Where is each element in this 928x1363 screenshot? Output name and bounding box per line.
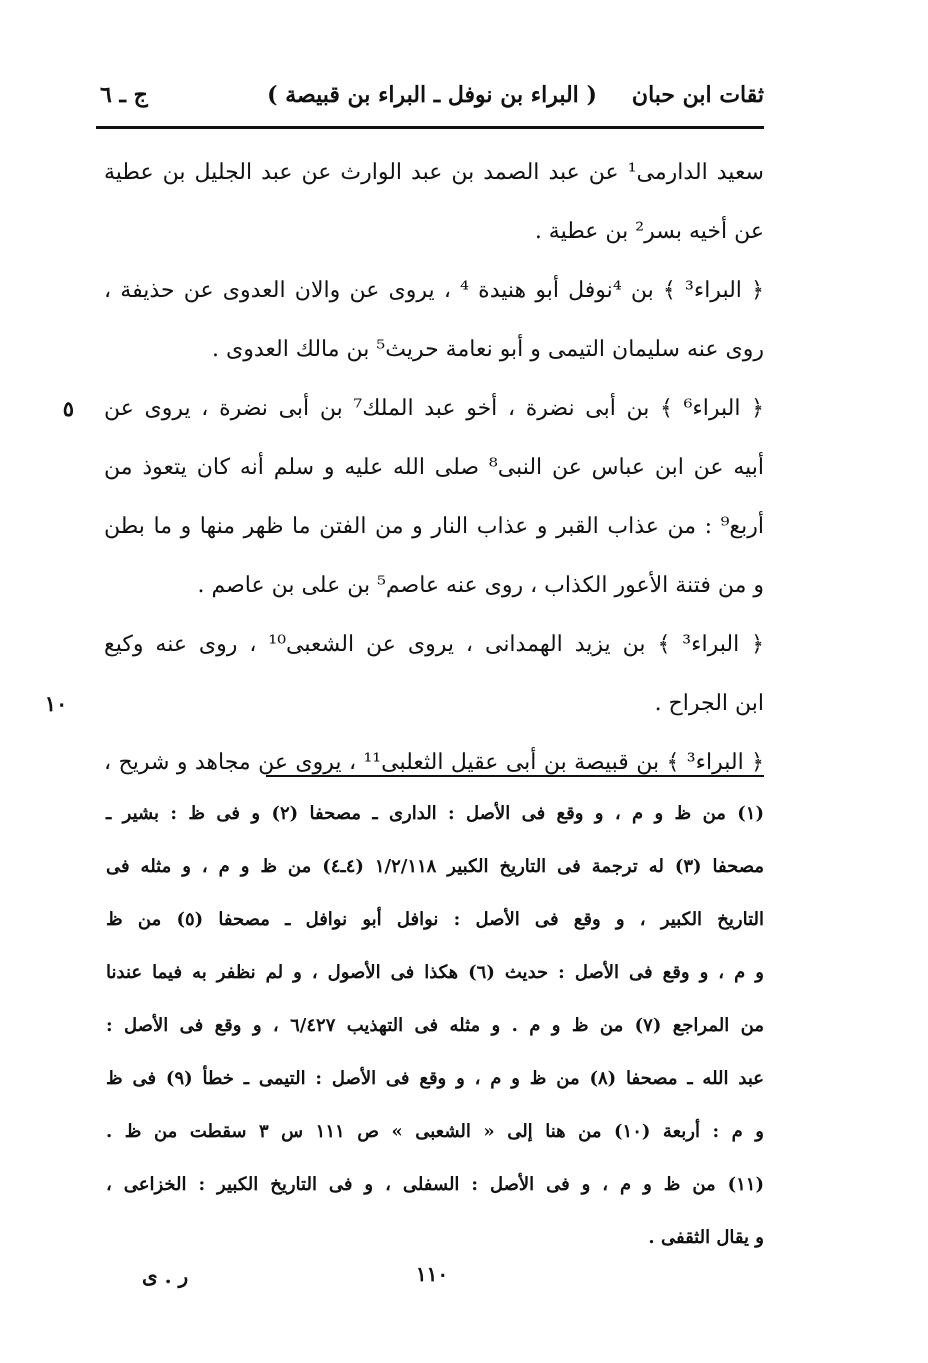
text-line bbox=[62, 386, 764, 445]
line-number: ١٠ bbox=[44, 691, 68, 716]
running-header bbox=[100, 76, 764, 118]
text-line: ﴿ البراء³ ﴾ بن ⁴نوفل أبو هنيدة ⁴ ، يروى عن والان العدوى عن حذيفة ، bbox=[104, 278, 764, 303]
text-line: و من فتنة الأعور الكذاب ، روى عنه عاصم⁵ بن على بن عاصم . bbox=[197, 573, 764, 598]
main-text bbox=[44, 150, 765, 799]
text-line-content: ابن الجراح . bbox=[654, 691, 764, 716]
printer-signature: ر . ى bbox=[142, 1264, 189, 1288]
page-number: ١١٠ bbox=[415, 1262, 449, 1286]
footnote-line: (١) من ظ و م ، و وقع فى الأصل : الدارى ـ مصحفا (٢) و فى ظ : بشير ـ bbox=[106, 803, 764, 824]
text-line: عن أخيه بسر² بن عطية . bbox=[534, 219, 764, 244]
text-line-content: ﴿ البراء⁶ ﴾ بن أبى نضرة ، أخو عبد الملك⁷ بن أبى نضرة ، يروى عن bbox=[104, 396, 764, 421]
footnote-rule bbox=[266, 775, 764, 777]
header-rule bbox=[96, 126, 764, 129]
text-line: روى عنه سليمان التيمى و أبو نعامة حريث⁵ بن مالك العدوى . bbox=[212, 337, 764, 362]
line-number: ٥ bbox=[62, 396, 74, 421]
footnote-line: و م ، و وقع فى الأصل : حديث (٦) هكذا فى الأصول ، و لم نظفر به فيما عندنا bbox=[106, 962, 764, 983]
footnote-line: و م : أربعة (١٠) من هنا إلى « الشعبى » ص ١١١ س ٣ سقطت من ظ . bbox=[106, 1121, 764, 1142]
footnote-line: التاريخ الكبير ، و وقع فى الأصل : نوافل أبو نوافل ـ مصحفا (٥) من ظ bbox=[106, 909, 764, 930]
footnotes bbox=[106, 794, 764, 1271]
footnote-line: من المراجع (٧) من ظ و م . و مثله فى التهذيب ٦/٤٢٧ ، و وقع فى الأصل : bbox=[106, 1015, 764, 1036]
text-line: أبيه عن ابن عباس عن النبى⁸ صلى الله عليه و سلم أنه كان يتعوذ من bbox=[104, 455, 765, 480]
text-line: أربع⁹ : من عذاب القبر و عذاب النار و من الفتن ما ظهر منها و ما بطن bbox=[104, 514, 764, 539]
book-title: ثقات ابن حبان bbox=[631, 82, 764, 108]
page-footer bbox=[100, 1262, 764, 1296]
text-line: ﴿ البراء³ ﴾ بن يزيد الهمدانى ، يروى عن الشعبى¹⁰ ، روى عنه وكيع bbox=[104, 632, 765, 657]
volume-number: ج ـ ٦ bbox=[100, 82, 148, 108]
footnote-line: (١١) من ظ و م ، و فى الأصل : السفلى ، و فى التاريخ الكبير : الخزاعى ، bbox=[106, 1174, 764, 1195]
footnote-line: مصحفا (٣) له ترجمة فى التاريخ الكبير ١/٢/١١٨ (٤ـ٤) من ظ و م ، و مثله فى bbox=[106, 856, 764, 877]
text-line bbox=[44, 681, 764, 740]
footnote-line: و يقال الثقفى . bbox=[648, 1227, 764, 1248]
text-line: ﴿ البراء³ ﴾ بن قبيصة بن أبى عقيل الثعلبى¹¹ ، يروى عن مجاهد و شريح ، bbox=[104, 750, 764, 775]
footnote-line: عبد الله ـ مصحفا (٨) من ظ و م ، و وقع فى الأصل : التيمى ـ خطأ (٩) فى ظ bbox=[106, 1068, 764, 1089]
text-line: سعيد الدارمى¹ عن عبد الصمد بن عبد الوارث عن عبد الجليل بن عطية bbox=[104, 160, 764, 185]
section-title: ( البراء بن نوفل ـ البراء بن قبيصة ) bbox=[267, 82, 597, 108]
